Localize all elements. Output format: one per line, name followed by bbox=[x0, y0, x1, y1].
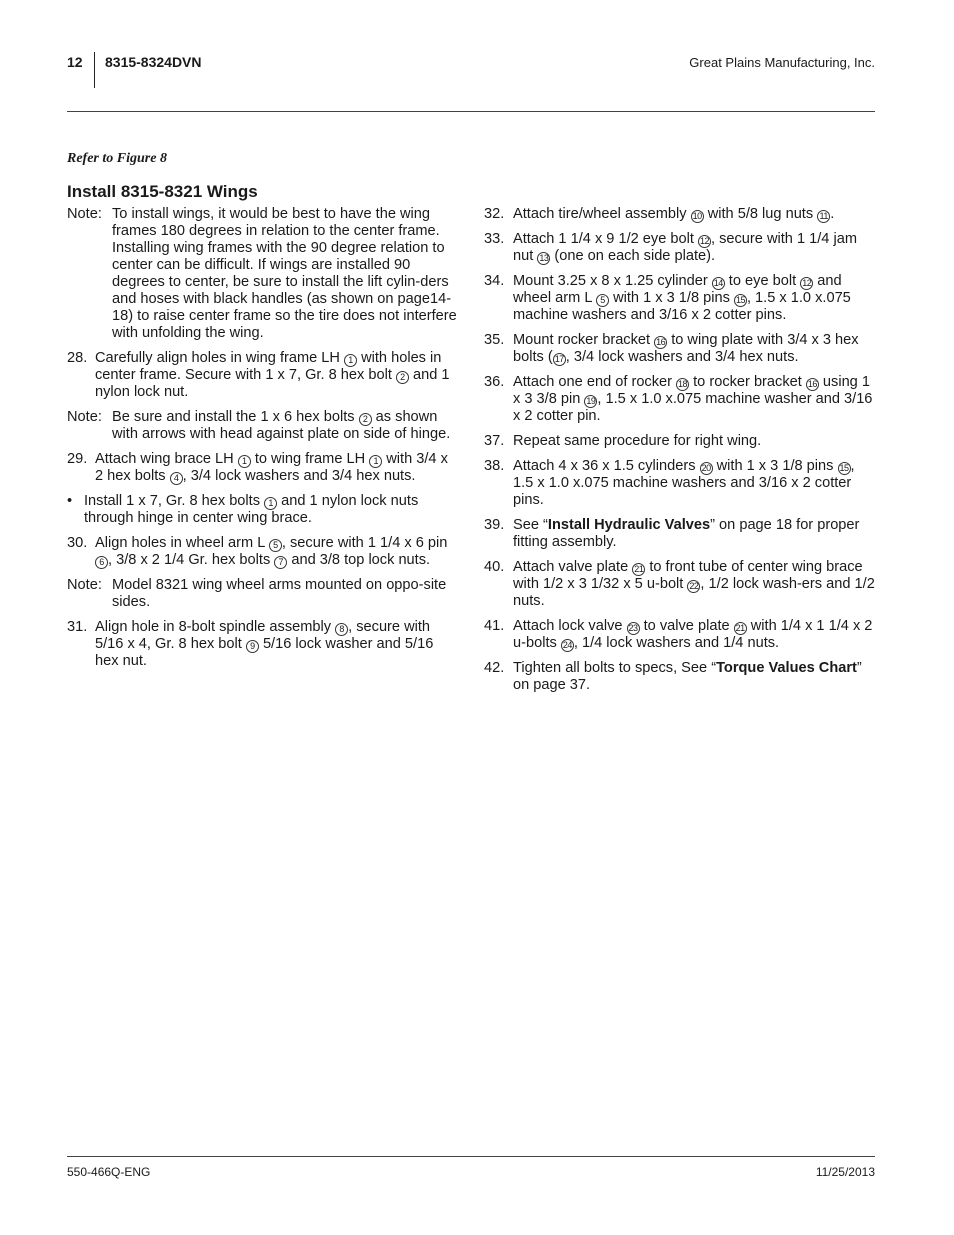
item-label: 40. bbox=[484, 559, 505, 575]
item-label: 28. bbox=[67, 350, 88, 366]
item-label: 42. bbox=[484, 660, 505, 676]
item-label: 29. bbox=[67, 451, 88, 467]
callout-number: 24 bbox=[562, 640, 572, 650]
callout-number: 6 bbox=[95, 556, 108, 569]
item-label: • bbox=[67, 493, 73, 509]
item-text: Model 8321 wing wheel arms mounted on oppo-site sides. bbox=[112, 577, 447, 610]
item-text: Attach valve plate 21 to front tube of center wing brace with 1/2 x 3 1/32 x 5 u-bolt 22 , 1/2 lock wash-ers and 1/2 nuts. bbox=[513, 559, 875, 609]
callout-number: 15 bbox=[839, 463, 849, 473]
item-label: 30. bbox=[67, 535, 88, 551]
item-label: 39. bbox=[484, 517, 505, 533]
callout-number: 10 bbox=[692, 211, 702, 221]
document-number: 550-466Q-ENG bbox=[67, 1165, 151, 1179]
item-label: 35. bbox=[484, 332, 505, 348]
callout-number: 7 bbox=[274, 556, 287, 569]
step-item bbox=[484, 374, 876, 425]
model-number: 8315-8324DVN bbox=[105, 54, 202, 70]
left-column bbox=[67, 206, 459, 678]
callout-number: 16 bbox=[656, 337, 666, 347]
item-label: 31. bbox=[67, 619, 88, 635]
callout-number: 1 bbox=[344, 354, 357, 367]
item-label: 36. bbox=[484, 374, 505, 390]
callout-number: 12 bbox=[802, 278, 812, 288]
step-item bbox=[484, 517, 876, 551]
callout-number: 9 bbox=[246, 640, 259, 653]
item-text: Carefully align holes in wing frame LH 1 with holes in center frame. Secure with 1 x 7, Gr. 8 hex bolt 2 and 1 nylon lock nut. bbox=[95, 350, 450, 400]
step-item bbox=[484, 206, 876, 223]
callout-number: 1 bbox=[264, 497, 277, 510]
item-text: Align hole in 8-bolt spindle assembly 8 , secure with 5/16 x 4, Gr. 8 hex bolt 9 5/16 lock washer and 5/16 hex nut. bbox=[95, 619, 434, 669]
callout-number: 2 bbox=[359, 413, 372, 426]
item-text: Mount rocker bracket 16 to wing plate with 3/4 x 3 hex bolts ( 17 , 3/4 lock washers and 3/4 hex nuts. bbox=[513, 332, 859, 365]
callout-number: 19 bbox=[586, 396, 596, 406]
callout-number: 8 bbox=[335, 623, 348, 636]
item-text: Install 1 x 7, Gr. 8 hex bolts 1 and 1 nylon lock nuts through hinge in center wing brace. bbox=[84, 493, 419, 526]
step-item bbox=[484, 618, 876, 652]
item-label: 32. bbox=[484, 206, 505, 222]
callout-number: 23 bbox=[628, 623, 638, 633]
callout-number: 17 bbox=[554, 354, 564, 364]
header-divider bbox=[94, 52, 95, 88]
item-text: To install wings, it would be best to have the wing frames 180 degrees in relation to the center frame. Installing wing frames with the 90 degree relation to center can be difficult. If wings are installed 90 degrees to center, be sure to install the lift cylin-ders and hoses with black handles (as shown on page14-18) to raise center frame so the tire does not interfere with unfolding the wing. bbox=[112, 206, 457, 341]
step-item bbox=[67, 451, 459, 485]
page-number: 12 bbox=[67, 54, 83, 70]
step-item bbox=[484, 660, 876, 694]
item-text: Attach 4 x 36 x 1.5 cylinders 20 with 1 x 3 1/8 pins 15 , 1.5 x 1.0 x.075 machine washers and 3/16 x 2 cotter pins. bbox=[513, 458, 855, 508]
step-item bbox=[484, 231, 876, 265]
callout-number: 11 bbox=[817, 210, 830, 223]
bold-reference: Torque Values Chart bbox=[716, 660, 857, 676]
callout-number: 22 bbox=[689, 581, 699, 591]
callout-number: 21 bbox=[735, 623, 745, 633]
step-item bbox=[484, 458, 876, 509]
item-label: 34. bbox=[484, 273, 505, 289]
note-item bbox=[67, 206, 459, 342]
bullet-item bbox=[67, 493, 459, 527]
item-text: Attach tire/wheel assembly 10 with 5/8 lug nuts 11 . bbox=[513, 206, 835, 222]
callout-number: 14 bbox=[713, 278, 723, 288]
item-text: Attach 1 1/4 x 9 1/2 eye bolt 12 , secure with 1 1/4 jam nut 13 (one on each side plate). bbox=[513, 231, 857, 264]
header-rule bbox=[67, 111, 875, 112]
item-text: Attach one end of rocker 18 to rocker bracket 16 using 1 x 3 3/8 pin 19 , 1.5 x 1.0 x.075 machine washer and 3/16 x 2 cotter pin. bbox=[513, 374, 873, 424]
figure-reference: Refer to Figure 8 bbox=[67, 151, 167, 166]
step-item bbox=[67, 619, 459, 670]
item-text: Be sure and install the 1 x 6 hex bolts 2 as shown with arrows with head against plate on side of hinge. bbox=[112, 409, 451, 442]
callout-number: 4 bbox=[170, 472, 183, 485]
item-label: Note: bbox=[67, 409, 102, 425]
callout-number: 18 bbox=[678, 379, 688, 389]
bold-reference: Install Hydraulic Valves bbox=[547, 517, 711, 533]
footer-rule bbox=[67, 1156, 875, 1157]
step-item bbox=[67, 535, 459, 569]
step-item bbox=[67, 350, 459, 401]
document-date: 11/25/2013 bbox=[815, 1165, 875, 1179]
callout-number: 20 bbox=[701, 463, 711, 473]
note-item bbox=[67, 409, 459, 443]
item-label: 38. bbox=[484, 458, 505, 474]
step-item bbox=[484, 433, 876, 450]
callout-number: 15 bbox=[735, 295, 745, 305]
step-item bbox=[484, 332, 876, 366]
section-title: Install 8315-8321 Wings bbox=[67, 182, 258, 201]
item-label: 33. bbox=[484, 231, 505, 247]
item-text: Repeat same procedure for right wing. bbox=[513, 433, 762, 449]
item-label: Note: bbox=[67, 577, 102, 593]
item-text: Align holes in wheel arm L 5 , secure with 1 1/4 x 6 pin 6 , 3/8 x 2 1/4 Gr. hex bolts 7 and 3/8 top lock nuts. bbox=[95, 535, 448, 568]
callout-number: 13 bbox=[539, 253, 549, 263]
page-header bbox=[67, 52, 875, 88]
callout-number: 1 bbox=[369, 455, 382, 468]
item-text: Tighten all bolts to specs, See “Torque Values Chart” on page 37. bbox=[513, 660, 862, 693]
callout-number: 2 bbox=[396, 371, 409, 384]
item-label: 41. bbox=[484, 618, 505, 634]
callout-number: 5 bbox=[596, 294, 609, 307]
item-label: Note: bbox=[67, 206, 102, 222]
right-column bbox=[484, 206, 876, 702]
company-name: Great Plains Manufacturing, Inc. bbox=[689, 55, 875, 70]
item-text: Attach lock valve 23 to valve plate 21 with 1/4 x 1 1/4 x 2 u-bolts 24 , 1/4 lock washers and 1/4 nuts. bbox=[513, 618, 873, 651]
item-label: 37. bbox=[484, 433, 505, 449]
item-text: See “Install Hydraulic Valves” on page 18 for proper fitting assembly. bbox=[513, 517, 860, 550]
callout-number: 16 bbox=[807, 379, 817, 389]
step-item bbox=[484, 559, 876, 610]
note-item bbox=[67, 577, 459, 611]
item-text: Mount 3.25 x 8 x 1.25 cylinder 14 to eye bolt 12 and wheel arm L 5 with 1 x 3 1/8 pins 15 , 1.5 x 1.0 x.075 machine washers and 3/16 x 2 cotter pins. bbox=[513, 273, 851, 323]
step-item bbox=[484, 273, 876, 324]
callout-number: 1 bbox=[238, 455, 251, 468]
callout-number: 12 bbox=[699, 236, 709, 246]
callout-number: 5 bbox=[269, 539, 282, 552]
item-text: Attach wing brace LH 1 to wing frame LH 1 with 3/4 x 2 hex bolts 4 , 3/4 lock washers and 3/4 hex nuts. bbox=[95, 451, 448, 484]
callout-number: 21 bbox=[634, 564, 644, 574]
